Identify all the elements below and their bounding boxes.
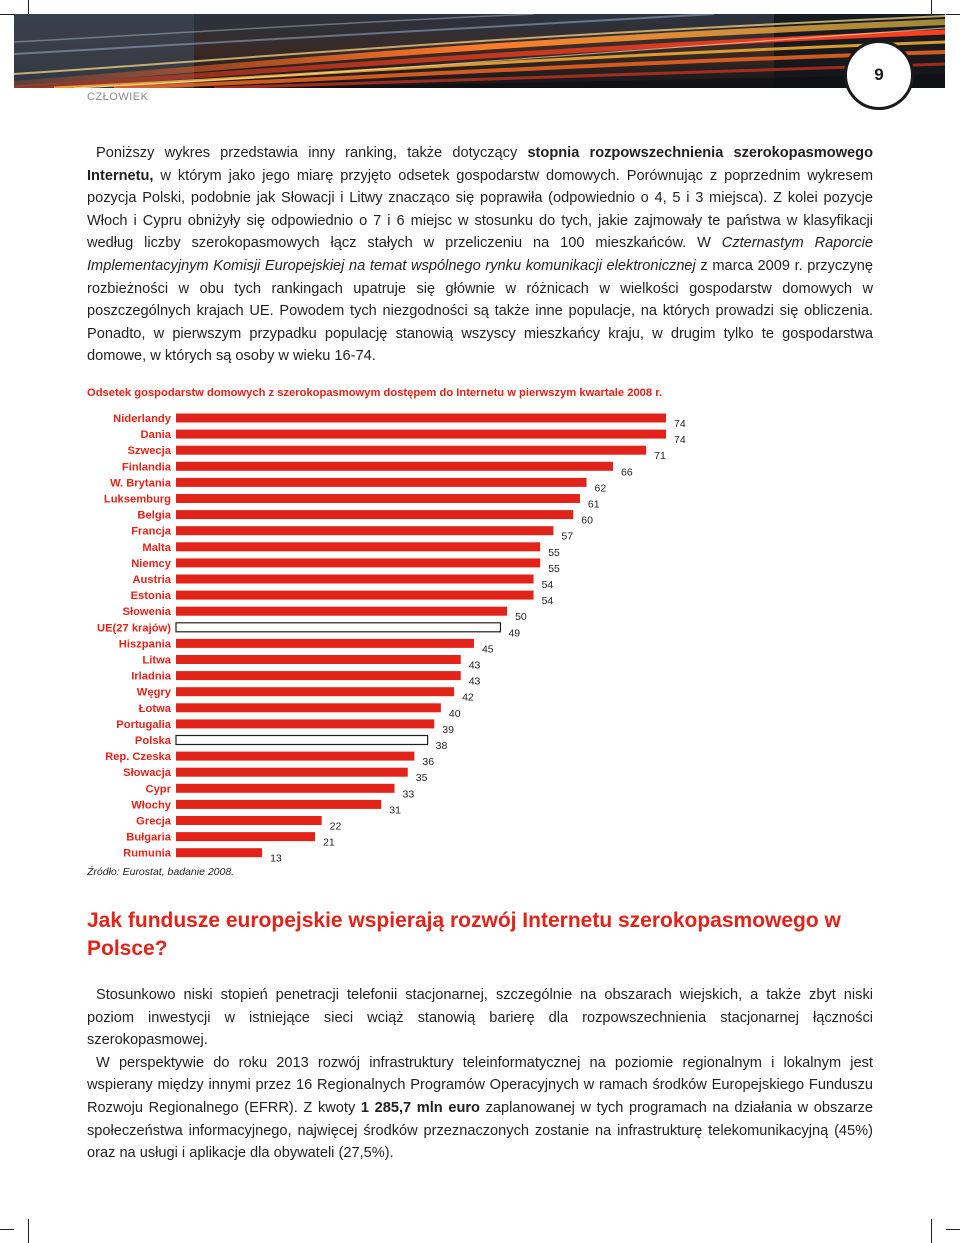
bar-litwa [176,655,461,664]
category-label-malta: Malta [142,541,171,554]
value-label-hiszpania: 45 [481,643,494,656]
category-label-portugalia: Portugalia [116,718,171,731]
section2-text: zaplanowanej w tych programach na działania w obszarze społeczeństwa informacyjnego, najwięcej środków przeznaczonych zostanie na infrastrukturę telekomunikacyjną (45%) oraz na usługi i aplikacje dla obywateli (27,5%). [87,1099,874,1162]
bar-szwecja [176,446,646,455]
amount-bold-text: 1 285,7 mln euro [360,1099,480,1116]
section-heading: Jak fundusze europejskie wspierają rozwój Internetu szerokopasmowego w Polsce? [87,909,841,960]
section2-paragraph-2 [87,1052,873,1165]
bar-estonia [176,591,534,600]
value-label-bulgaria: 21 [323,836,335,849]
bar-malta [176,542,540,551]
crop-mark [0,1229,14,1230]
value-label-lotwa: 40 [448,707,461,720]
crop-mark [931,1219,932,1243]
section2-body [87,984,873,1165]
value-label-irladnia: 43 [468,675,481,688]
crop-mark [28,1219,29,1243]
value-label-niemcy: 55 [548,562,560,575]
bar-lotwa [176,703,441,712]
bar-slowacja [176,768,408,777]
crop-mark [946,1229,960,1230]
value-label-dania: 74 [674,434,686,447]
bar-belgia [176,510,573,519]
bar-grecja [176,816,322,825]
value-label-estonia: 54 [541,595,554,608]
category-label-estonia: Estonia [130,590,171,603]
bar-slowenia [176,607,507,616]
bar-w-brytania [176,478,587,487]
category-label-lotwa: Łotwa [138,702,171,715]
value-label-portugalia: 39 [442,723,454,736]
value-label-litwa: 43 [468,659,481,672]
category-label-wegry: Węgry [136,686,171,699]
value-label-rep-czeska: 36 [422,756,435,769]
category-label-slowenia: Słowenia [122,606,171,619]
value-label-cypr: 33 [402,788,415,801]
intro-bold-text: stopnia rozpowszechnienia szerokopasmowego Internetu, [87,145,873,184]
section-label: CZŁOWIEK [87,91,149,103]
category-label-rep-czeska: Rep. Czeska [105,751,171,764]
category-label-bulgaria: Bułgaria [126,831,171,844]
category-label-hiszpania: Hiszpania [118,638,171,651]
intro-text: Poniższy wykres przedstawia inny ranking, także dotyczący [96,145,528,161]
bar-ue-27-krajow [176,623,500,632]
bar-niemcy [176,558,540,567]
value-label-slowacja: 35 [415,772,428,785]
value-label-polska: 38 [435,740,448,752]
section2-paragraph-1: Stosunkowo niski stopień penetracji telefonii stacjonarnej, szczególnie na obszarach wiejskich, a także zbyt niski poziom inwestycji w istniejące sieci wciąż stanowią barierę dla rozpowszechnienia stacjonarnej łączności szerokopasmowej. [87,987,873,1049]
category-label-polska: Polska [134,735,171,747]
bar-bulgaria [176,832,315,841]
category-label-dania: Dania [140,429,171,442]
bar-hiszpania [176,639,474,648]
bar-francja [176,526,553,535]
bar-rumunia [176,848,262,857]
value-label-finlandia: 66 [621,466,633,479]
value-label-luksemburg: 61 [587,498,600,511]
value-label-slowenia: 50 [515,611,527,624]
category-label-austria: Austria [132,574,171,586]
category-label-grecja: Grecja [136,815,171,828]
value-label-malta: 55 [548,546,560,559]
value-label-wegry: 42 [462,691,474,704]
category-label-rumunia: Rumunia [123,847,171,860]
category-label-francja: Francja [131,525,171,538]
value-label-grecja: 22 [329,820,342,833]
section2-text: W perspektywie do roku 2013 rozwój infrastruktury teleinformatycznej na poziomie regionalnym i lokalnym jest wspierany między innymi przez 16 Regionalnych Programów Operacyjnych w ramach środków Europejskiego Funduszu Rozwoju Regionalnego (EFRR). Z kwoty [87,1054,873,1116]
bar-cypr [176,784,395,793]
value-label-ue-27-krajow: 49 [508,627,521,640]
category-label-litwa: Litwa [142,654,171,667]
category-label-ue-27-krajow: UE(27 krajów) [97,622,171,635]
bar-polska [176,736,428,745]
value-label-belgia: 60 [581,514,593,527]
category-label-szwecja: Szwecja [127,445,171,458]
category-label-wlochy: Włochy [131,799,171,812]
value-label-w-brytania: 62 [594,482,607,495]
value-label-wlochy: 31 [389,804,401,817]
report-title: Czternastym Raporcie Implementacyjnym Komisji Europejskiej na temat wspólnego rynku komunikacji elektronicznej [87,235,873,274]
bar-dania [176,430,666,439]
value-label-rumunia: 13 [270,852,282,865]
bar-luksemburg [176,494,580,503]
value-label-francja: 57 [561,530,574,543]
bar-irladnia [176,671,461,680]
bar-austria [176,575,534,584]
category-label-luksemburg: Luksemburg [103,493,171,506]
value-label-austria: 54 [541,579,554,591]
category-label-niemcy: Niemcy [131,557,171,570]
category-label-finlandia: Finlandia [121,461,171,474]
category-label-belgia: Belgia [137,509,171,522]
bar-niderlandy [176,414,666,423]
bar-portugalia [176,719,434,728]
category-label-cypr: Cypr [145,783,171,796]
value-label-szwecja: 71 [654,450,666,463]
category-label-niderlandy: Niderlandy [113,413,171,425]
chart-title: Odsetek gospodarstw domowych z szerokopasmowym dostępem do Internetu w pierwszym kwartale 2008 r. [87,387,663,399]
bar-wegry [176,687,454,696]
category-label-w-brytania: W. Brytania [110,477,171,490]
bar-rep-czeska [176,752,414,761]
value-label-niderlandy: 74 [674,418,686,430]
intro-text: w którym jako jego miarę przyjęto odsetek gospodarstw domowych. Porównując z poprzednim wykresem pozycja Polski, podobnie jak Słowacji i Litwy znacząco się poprawiła (odpowiednio o 4, 5 i 3 miejsca). Z kolei pozycje Włoch i Cypru obniżyły się odpowiednio o 7 i 6 miejsc w stosunku do tych, jakie zajmowały te państwa w klasyfikacji według liczby szerokopasmowych łącz stałych w przeliczeniu na 100 mieszkańców. W [87,167,873,252]
category-label-irladnia: Irladnia [131,670,171,683]
intro-text: z marca 2009 r. przyczynę rozbieżności w obu tych rankingach upatruje się głównie w różnicach w wielkości gospodarstw domowych w poszczególnych krajach UE. Powodem tych niezgodności są także inne populacje, na których prowadzi się obliczenia. Ponadto, w pierwszym przypadku populację stanowią wszyscy mieszkańcy kraju, w drugim tylko te gospodarstwa domowe, w których są osoby w wieku 16-74. [87,257,873,365]
category-label-slowacja: Słowacja [123,767,171,780]
page-number: 9 [844,40,914,110]
bar-wlochy [176,800,381,809]
bar-finlandia [176,462,613,471]
chart-source: Źródło: Eurostat, badanie 2008. [87,866,235,878]
